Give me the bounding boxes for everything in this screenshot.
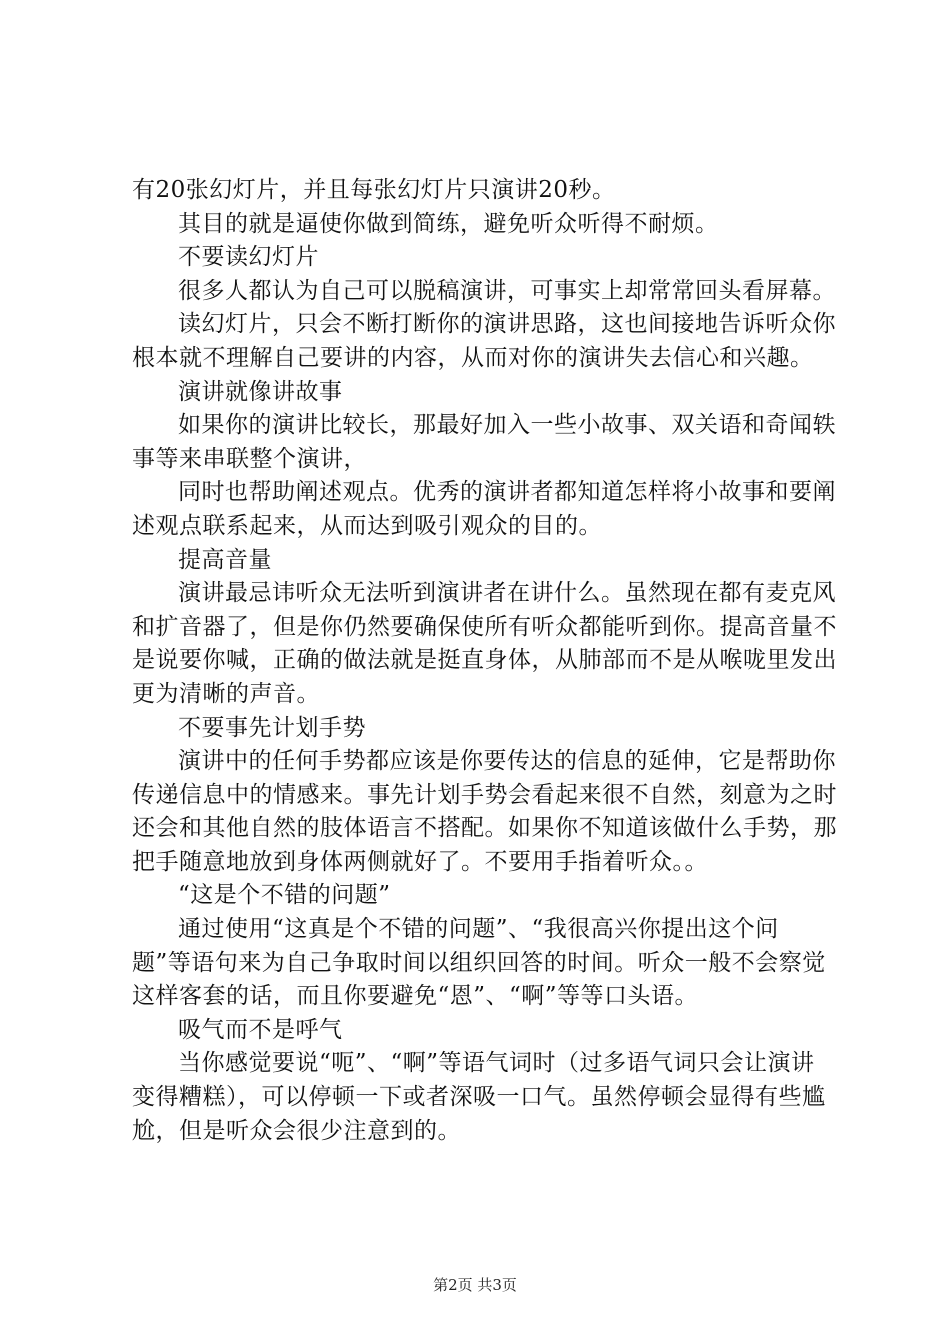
- section-heading: 吸气而不是呼气: [178, 1016, 343, 1043]
- page-number-label: 第2页 共3页: [433, 1276, 517, 1294]
- page-footer: [0, 1275, 950, 1295]
- paragraph-continuation: 有20张幻灯片，并且每张幻灯片只演讲20秒。: [132, 177, 616, 203]
- paragraph: 当你感觉要说“呃”、“啊”等语气词时（过多语气词只会让演讲变得糟糕），可以停顿一下或者深吸一口气。虽然停顿会显得有些尴尬，但是听众会很少注意到的。: [132, 1050, 826, 1144]
- paragraph: 如果你的演讲比较长，那最好加入一些小故事、双关语和奇闻轶事等来串联整个演讲，: [132, 412, 836, 472]
- paragraph: 同时也帮助阐述观点。优秀的演讲者都知道怎样将小故事和要阐述观点联系起来，从而达到吸引观众的目的。: [132, 479, 836, 539]
- paragraph: 通过使用“这真是个不错的问题”、“我很高兴你提出这个问题”等语句来为自己争取时间以组织回答的时间。听众一般不会察觉这样客套的话，而且你要避免“恩”、“啊”等等口头语。: [132, 916, 826, 1010]
- section-heading: 演讲就像讲故事: [178, 378, 343, 405]
- paragraph: 其目的就是逼使你做到简练，避免听众听得不耐烦。: [178, 210, 719, 237]
- paragraph: 演讲最忌讳听众无法听到演讲者在讲什么。虽然现在都有麦克风和扩音器了，但是你仍然要确保使所有听众都能听到你。提高音量不是说要你喊，正确的做法就是挺直身体，从肺部而不是从喉咙里发出更为清晰的声音。: [132, 580, 837, 707]
- paragraph: 演讲中的任何手势都应该是你要传达的信息的延伸，它是帮助你传递信息中的情感来。事先计划手势会看起来很不自然，刻意为之时还会和其他自然的肢体语言不搭配。如果你不知道该做什么手势，那把手随意地放到身体两侧就好了。不要用手指着听众。。: [132, 748, 837, 875]
- paragraph: 很多人都认为自己可以脱稿演讲，可事实上却常常回头看屏幕。: [178, 277, 836, 304]
- document-body: [132, 174, 837, 1148]
- paragraph: 读幻灯片，只会不断打断你的演讲思路，这也间接地告诉听众你根本就不理解自己要讲的内容，从而对你的演讲失去信心和兴趣。: [132, 311, 836, 371]
- section-heading: “这是个不错的问题”: [178, 882, 391, 909]
- section-heading: 提高音量: [178, 546, 272, 573]
- section-heading: 不要事先计划手势: [178, 714, 366, 741]
- section-heading: 不要读幻灯片: [178, 244, 319, 271]
